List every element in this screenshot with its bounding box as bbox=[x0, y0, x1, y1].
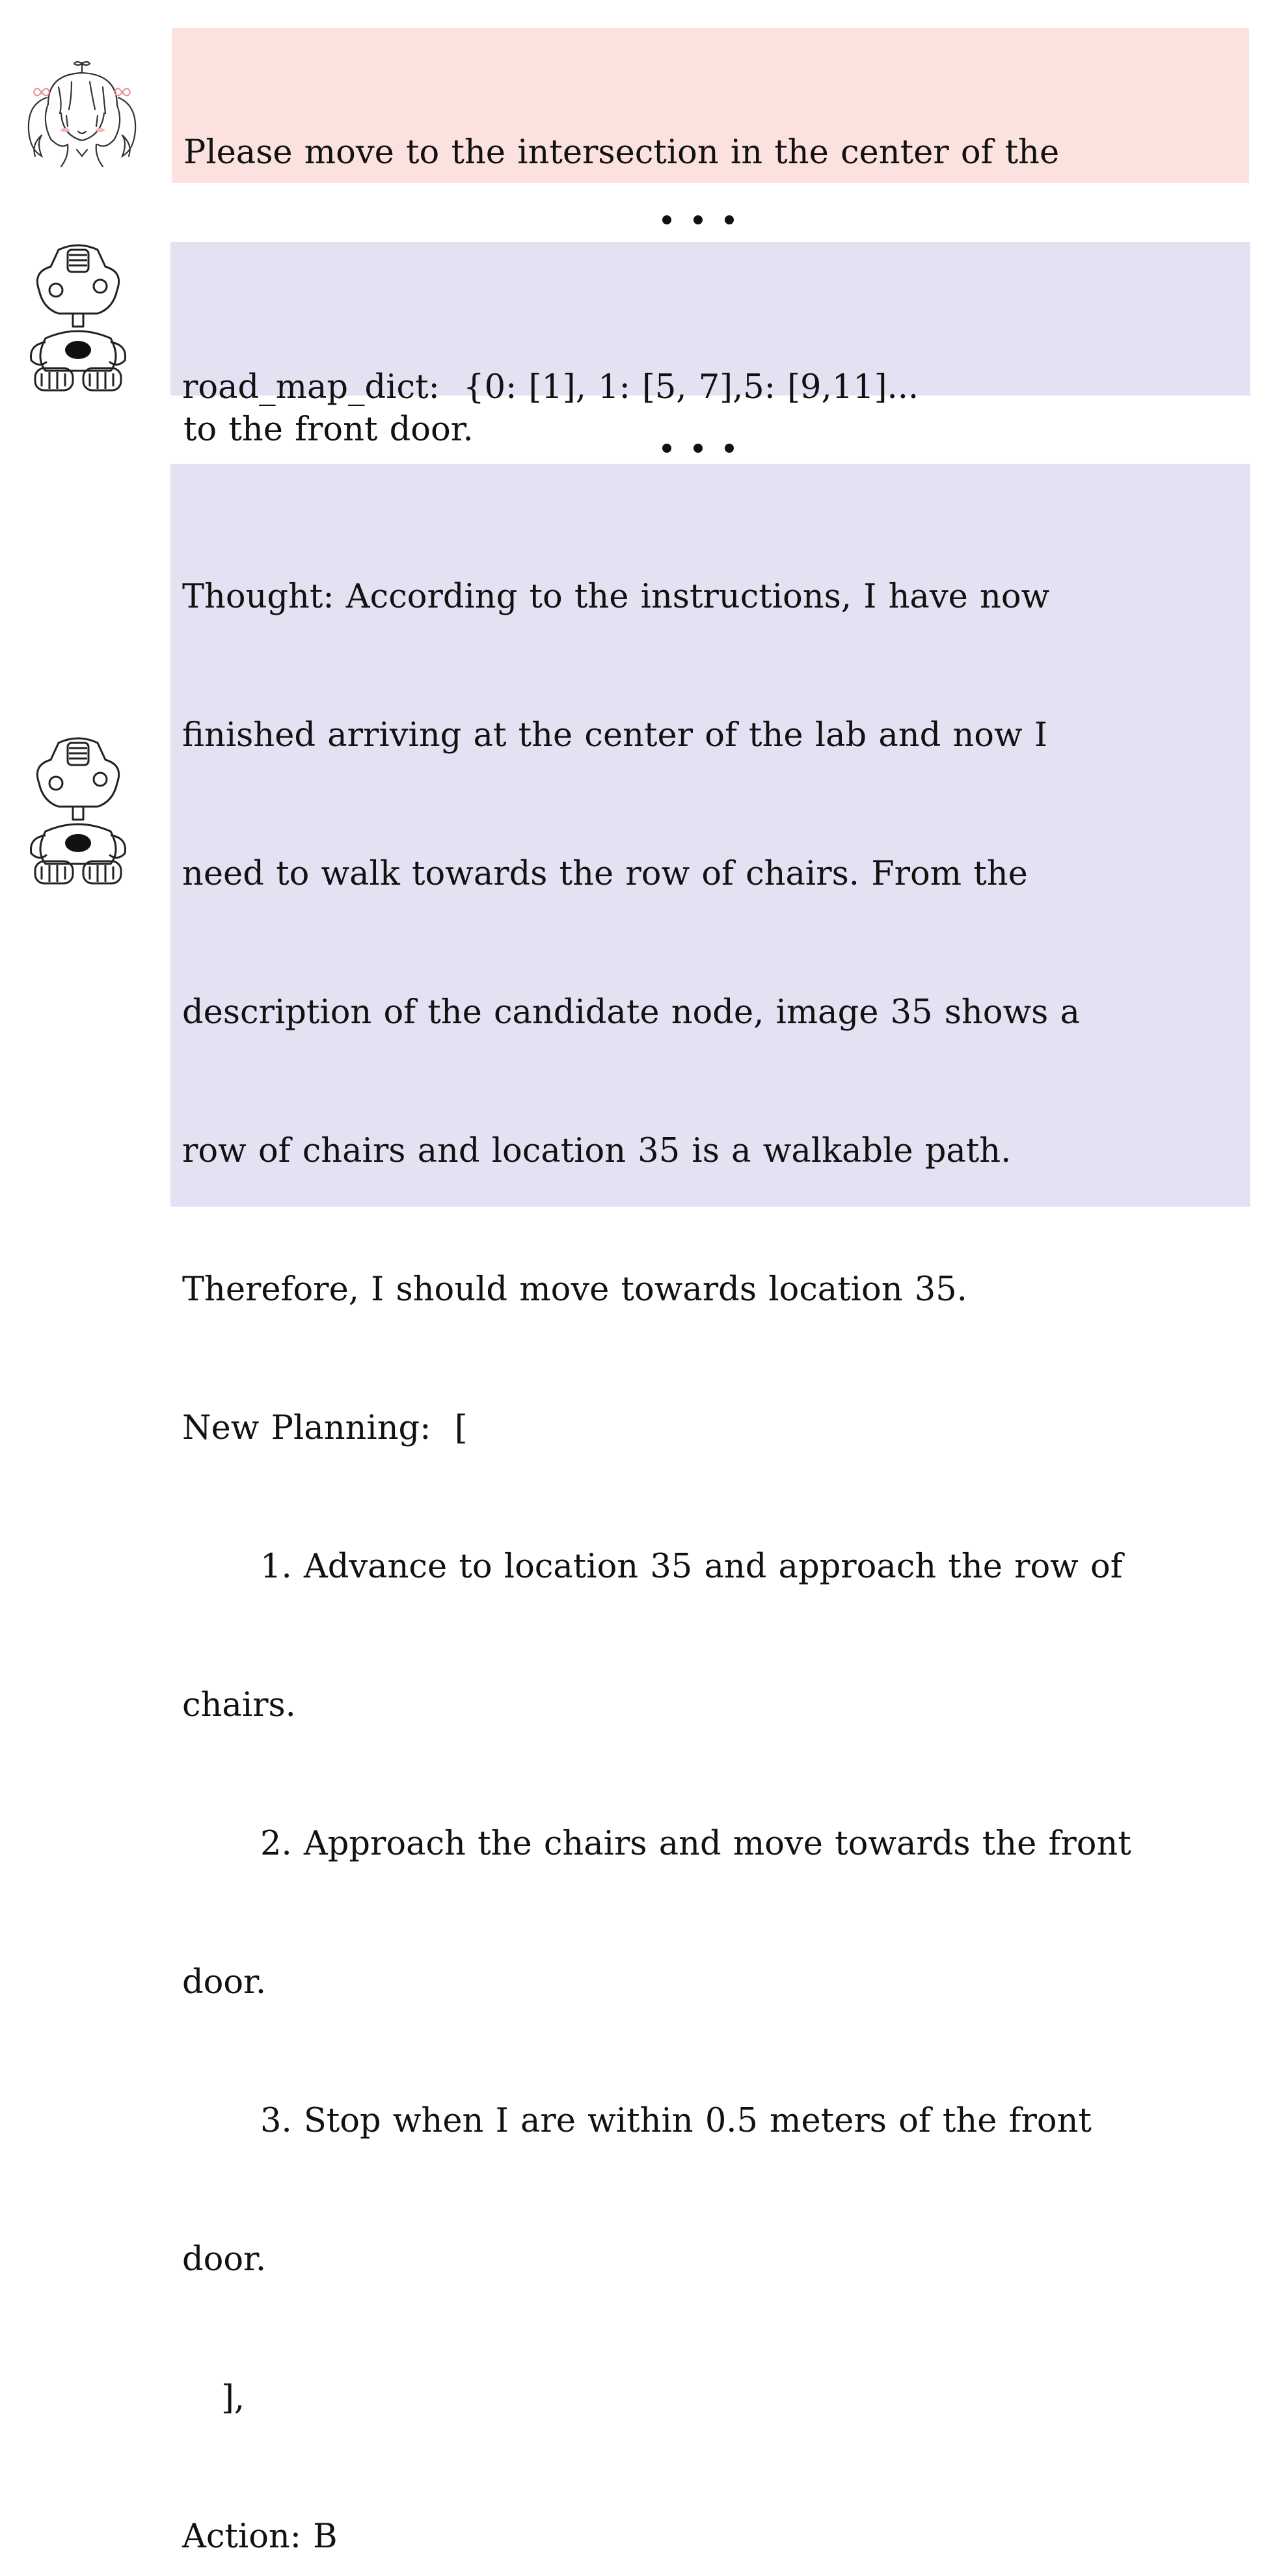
girl-avatar-icon bbox=[22, 59, 139, 169]
plan-item-2-continued: door. bbox=[182, 1963, 267, 2002]
thought-line: Thought: According to the instructions, I have now bbox=[182, 578, 1050, 616]
ellipsis-2 bbox=[662, 444, 734, 453]
ellipsis-dot bbox=[693, 444, 703, 453]
action-line: Action: B bbox=[182, 2517, 338, 2556]
thought-line: row of chairs and location 35 is a walkable path. bbox=[182, 1132, 1012, 1170]
plan-item-1-continued: chairs. bbox=[182, 1686, 296, 1724]
plan-item-2: 2. Approach the chairs and move towards the front bbox=[260, 1825, 1131, 1863]
roadmap-line: road_map_dict: {0: [1], 1: [5, 7],5: [9,11]... bbox=[182, 368, 919, 407]
planning-header: New Planning: [ bbox=[182, 1409, 468, 1447]
robot-avatar-icon bbox=[20, 241, 137, 394]
user-line: to the front door. bbox=[183, 410, 474, 449]
plan-item-3-continued: door. bbox=[182, 2240, 267, 2279]
thought-line: need to walk towards the row of chairs. From the bbox=[182, 855, 1028, 893]
plan-item-1: 1. Advance to location 35 and approach the row of bbox=[260, 1548, 1123, 1586]
thought-line: finished arriving at the center of the lab and now I bbox=[182, 716, 1048, 755]
ellipsis-dot bbox=[725, 215, 734, 224]
robot-avatar-icon bbox=[20, 734, 137, 887]
thought-line: Therefore, I should move towards location 35. bbox=[182, 1270, 967, 1309]
ellipsis-dot bbox=[662, 444, 671, 453]
plan-item-3: 3. Stop when I are within 0.5 meters of the front bbox=[260, 2102, 1092, 2140]
ellipsis-dot bbox=[662, 215, 671, 224]
ellipsis-dot bbox=[725, 444, 734, 453]
robot-roadmap-bubble bbox=[170, 242, 1250, 407]
ellipsis-1 bbox=[662, 215, 734, 224]
robot-thought-bubble bbox=[170, 464, 1250, 2556]
thought-line: description of the candidate node, image 35 shows a bbox=[182, 993, 1080, 1032]
planning-close: ], bbox=[221, 2379, 245, 2417]
ellipsis-dot bbox=[693, 215, 703, 224]
user-line: Please move to the intersection in the center of the bbox=[183, 133, 1060, 172]
